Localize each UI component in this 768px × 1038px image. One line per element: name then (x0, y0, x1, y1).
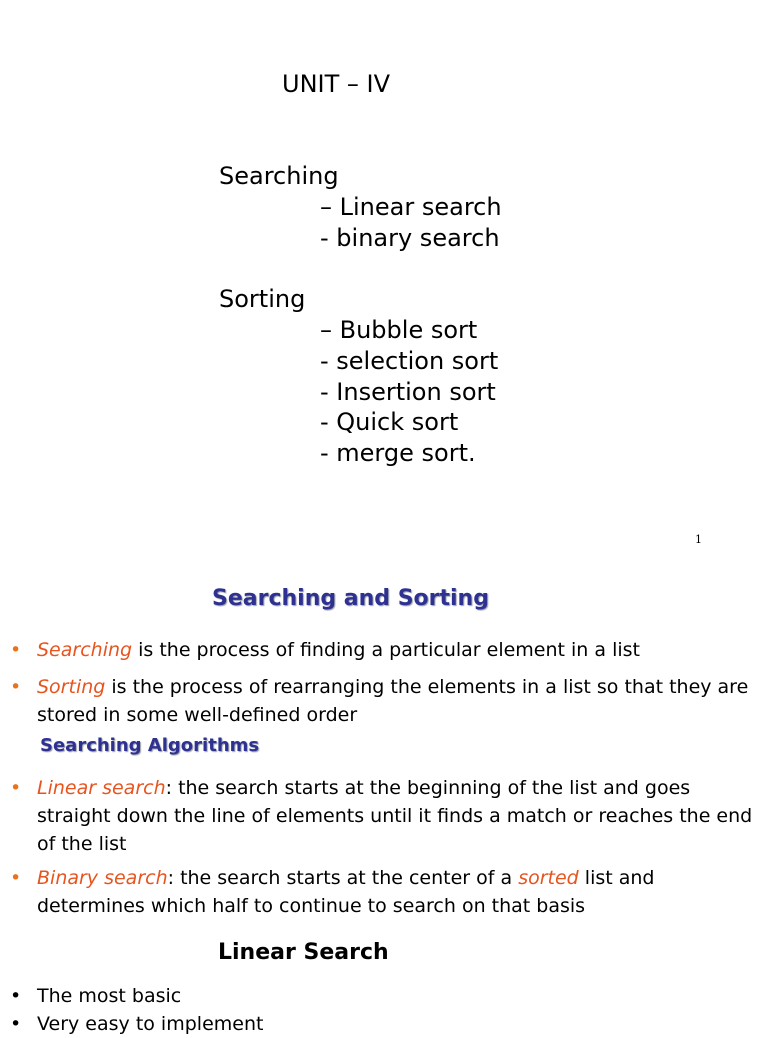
bullet-binary-search (10, 864, 757, 920)
sorting-item-bubble: – Bubble sort (320, 316, 478, 344)
sorting-heading: Sorting (219, 285, 306, 313)
linear-search-title: Linear Search (218, 940, 389, 965)
term-sorting: Sorting (37, 676, 106, 698)
bullet-most-basic (10, 982, 757, 1010)
term-binary-search: Binary search (37, 867, 168, 889)
def-linear-search: : the search starts at the beginning of the list and goes straight down the line of elements until it finds a match or reaches the end of the list (37, 777, 753, 855)
bullet-sorting (10, 673, 757, 729)
searching-sorting-title: Searching and Sorting (212, 586, 489, 611)
bullet-searching (10, 636, 757, 664)
bullet-dot-icon: • (10, 867, 22, 889)
def-searching: is the process of finding a particular element in a list (132, 639, 640, 661)
def-binary-search-a: : the search starts at the center of a (167, 867, 519, 889)
page-number: 1 (695, 533, 702, 546)
bullet-dot-icon: • (10, 639, 22, 661)
sorting-item-quick: - Quick sort (320, 408, 459, 436)
sorting-item-merge: - merge sort. (320, 439, 476, 467)
def-sorting: is the process of rearranging the elements in a list so that they are stored in some well-defined order (37, 676, 749, 726)
sorting-item-insertion: - Insertion sort (320, 378, 496, 406)
bullet-dot-icon: • (10, 777, 22, 799)
bullet-easy-implement (10, 1010, 757, 1038)
term-searching: Searching (37, 639, 133, 661)
searching-algorithms-heading: Searching Algorithms (40, 735, 260, 756)
def-binary-search-b: list and determines which half to continue to search on that basis (37, 867, 655, 917)
bullet-dot-icon: • (10, 985, 22, 1007)
searching-item-binary: - binary search (320, 224, 500, 252)
searching-heading: Searching (219, 162, 339, 190)
bullet-linear-search (10, 774, 757, 858)
term-linear-search: Linear search (37, 777, 166, 799)
term-sorted: sorted (518, 867, 579, 889)
text-most-basic: The most basic (37, 985, 182, 1007)
sorting-item-selection: - selection sort (320, 347, 499, 375)
unit-title: UNIT – IV (282, 70, 391, 98)
searching-item-linear: – Linear search (320, 193, 502, 221)
bullet-dot-icon: • (10, 1013, 22, 1035)
bullet-dot-icon: • (10, 676, 22, 698)
text-easy-implement: Very easy to implement (37, 1013, 264, 1035)
